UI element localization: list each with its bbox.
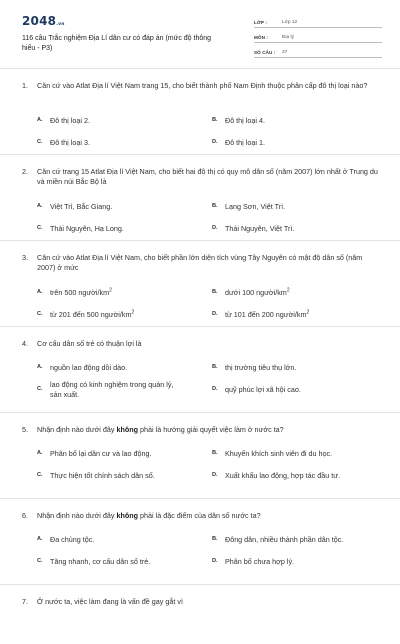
superscript: 2 <box>131 309 135 316</box>
answer-text: Xuất khẩu lao động, hợp tác đầu tư. <box>225 471 341 480</box>
question-text: Căn cứ trang 15 Atlat Địa lí Việt Nam, cho biết hai đô thị có quy mô dân số (năm 2007) lớn nhất ở Trung du và miền núi Bắc Bộ là <box>37 167 378 186</box>
answer-letter: B. <box>212 203 218 209</box>
answer-letter: C. <box>37 311 43 317</box>
answer-letter: C. <box>37 558 43 564</box>
answer-letter: A. <box>37 536 43 542</box>
question-3 <box>0 240 400 326</box>
answer-letter: D. <box>212 472 218 478</box>
question-header <box>22 167 380 187</box>
question-2 <box>0 154 400 240</box>
answer-text: Lạng Sơn, Việt Trì. <box>225 202 286 211</box>
answer-c[interactable] <box>37 224 197 234</box>
answer-letter: C. <box>37 139 43 145</box>
answer-text: Thái Nguyên, Việt Trì. <box>225 224 295 233</box>
answer-letter: B. <box>212 364 218 370</box>
answer-letter: D. <box>212 311 218 317</box>
answer-c[interactable] <box>37 380 187 399</box>
answer-text-main: từ 101 đến 200 người/km <box>225 310 307 319</box>
answer-letter: B. <box>212 289 218 295</box>
answer-text: Tăng nhanh, cơ cấu dân số trẻ. <box>50 557 151 566</box>
meta-label: MÔN : <box>254 35 269 40</box>
question-header <box>22 339 380 349</box>
answer-text: Khuyến khích sinh viên đi du học. <box>225 449 333 458</box>
answer-text <box>212 310 372 320</box>
answer-b[interactable] <box>212 363 372 373</box>
answer-text: quỹ phúc lợi xã hội cao. <box>225 385 301 394</box>
answer-letter: A. <box>37 364 43 370</box>
answer-text-main: trên 500 người/km <box>50 288 110 297</box>
question-number: 4. <box>22 339 28 348</box>
question-text: Ở nước ta, việc làm đang là vấn đề gay gắt vì <box>37 597 183 606</box>
question-header <box>22 253 380 273</box>
answer-b[interactable] <box>212 288 372 298</box>
question-4 <box>0 326 400 412</box>
answer-c[interactable] <box>37 138 197 148</box>
answer-letter: C. <box>37 472 43 478</box>
meta-label: SỐ CÂU : <box>254 50 276 55</box>
meta-row-subject <box>254 30 382 43</box>
answer-b[interactable] <box>212 202 372 212</box>
answer-letter: A. <box>37 289 43 295</box>
answer-d[interactable] <box>212 310 372 320</box>
question-5 <box>0 412 400 498</box>
answer-a[interactable] <box>37 363 197 373</box>
question-number: 1. <box>22 81 28 90</box>
answer-text <box>212 288 372 298</box>
answer-letter: C. <box>37 386 43 392</box>
document-meta <box>254 15 382 60</box>
answer-text: Đông dân, nhiều thành phần dân tộc. <box>225 535 344 544</box>
question-header <box>22 425 380 435</box>
question-text: Cơ cấu dân số trẻ có thuận lợi là <box>37 339 142 348</box>
question-text: Căn cứ vào Atlat Địa lí Việt Nam, cho biết phần lớn diện tích vùng Tây Nguyên có mật độ dân số (năm 2007) ở mức <box>37 253 363 272</box>
superscript: 2 <box>109 287 112 294</box>
answer-text: Việt Trì, Bắc Giang. <box>50 202 113 211</box>
question-text-emphasis: không <box>116 425 139 434</box>
answer-text: Đô thị loại 2. <box>50 116 90 125</box>
question-text-part: phải là đặc điểm của dân số nước ta? <box>138 511 261 520</box>
question-text-emphasis: không <box>116 511 139 520</box>
logo-suffix: .vn <box>56 22 65 27</box>
answer-letter: D. <box>212 225 218 231</box>
logo-text: 2048 <box>22 14 57 28</box>
question-text <box>37 511 261 520</box>
answer-letter: D. <box>212 386 218 392</box>
answer-text-main: dưới 100 người/km <box>225 288 287 297</box>
question-list <box>0 68 400 644</box>
question-number: 7. <box>22 597 28 606</box>
meta-label: LỚP : <box>254 20 268 25</box>
answer-text-main: từ 201 đến 500 người/km <box>50 310 132 319</box>
answer-text: lao động có kinh nghiệm trong quản lý, sản xuất. <box>50 380 174 399</box>
question-number: 5. <box>22 425 28 434</box>
answer-d[interactable] <box>212 224 372 234</box>
question-text <box>37 425 284 434</box>
answer-letter: A. <box>37 117 43 123</box>
meta-value: 27 <box>282 50 288 55</box>
question-header <box>22 81 380 91</box>
answer-b[interactable] <box>212 449 372 459</box>
question-text: Căn cứ vào Atlat Địa lí Việt Nam trang 15, cho biết thành phố Nam Định thuộc phân cấp đô thị loại nào? <box>37 81 368 90</box>
answer-text: Phân bố lại dân cư và lao động. <box>50 449 152 458</box>
answer-text: Đô thị loại 3. <box>50 138 90 147</box>
meta-row-class <box>254 15 382 28</box>
answer-b[interactable] <box>212 116 372 126</box>
site-logo[interactable] <box>22 14 65 28</box>
meta-row-count <box>254 45 382 58</box>
answer-d[interactable] <box>212 385 372 395</box>
answer-a[interactable] <box>37 288 197 298</box>
answer-letter: D. <box>212 558 218 564</box>
answer-text: Thực hiện tốt chính sách dân số. <box>50 471 155 480</box>
meta-value: Địa lý <box>282 35 294 40</box>
answer-text: Đô thị loại 1. <box>225 138 265 147</box>
answer-c[interactable] <box>37 557 197 567</box>
answer-d[interactable] <box>212 557 372 567</box>
answer-text: nguồn lao động dồi dào. <box>50 363 128 372</box>
question-1 <box>0 68 400 154</box>
answer-text <box>37 310 197 320</box>
answer-text: Phân bố chưa hợp lý. <box>225 557 295 566</box>
question-text-part: phải là hướng giải quyết việc làm ở nước ta? <box>138 425 284 434</box>
superscript: 2 <box>306 309 310 316</box>
question-text-part: Nhận định nào dưới đây <box>37 511 117 520</box>
meta-value: Lớp 12 <box>282 20 298 25</box>
question-header <box>22 597 380 607</box>
answer-text: Đa chủng tộc. <box>50 535 95 544</box>
answer-c[interactable] <box>37 471 197 481</box>
answer-letter: B. <box>212 450 218 456</box>
answer-text: Đô thị loại 4. <box>225 116 265 125</box>
question-number: 6. <box>22 511 28 520</box>
answer-letter: A. <box>37 450 43 456</box>
question-7 <box>0 584 400 644</box>
answer-a[interactable] <box>37 116 197 126</box>
answer-letter: C. <box>37 225 43 231</box>
answer-letter: B. <box>212 117 218 123</box>
document-header <box>0 0 400 68</box>
answer-letter: D. <box>212 139 218 145</box>
question-6 <box>0 498 400 584</box>
answer-d[interactable] <box>212 138 372 148</box>
answer-c[interactable] <box>37 310 197 320</box>
question-header <box>22 511 380 521</box>
document-title: 116 câu Trắc nghiệm Địa Lí dân cư có đáp án (mức độ thông hiểu - P3) <box>22 35 212 52</box>
superscript: 2 <box>286 287 290 294</box>
answer-a[interactable] <box>37 449 197 459</box>
answer-text: Thái Nguyên, Hạ Long. <box>50 224 124 233</box>
question-text-part: Nhận định nào dưới đây <box>37 425 117 434</box>
question-number: 3. <box>22 253 28 262</box>
answer-letter: A. <box>37 203 43 209</box>
question-number: 2. <box>22 167 28 176</box>
answer-text: thị trường tiêu thụ lớn. <box>225 363 297 372</box>
answer-letter: B. <box>212 536 218 542</box>
answer-b[interactable] <box>212 535 372 545</box>
answer-a[interactable] <box>37 202 197 212</box>
answer-d[interactable] <box>212 471 372 481</box>
answer-text <box>37 288 197 298</box>
answer-a[interactable] <box>37 535 197 545</box>
